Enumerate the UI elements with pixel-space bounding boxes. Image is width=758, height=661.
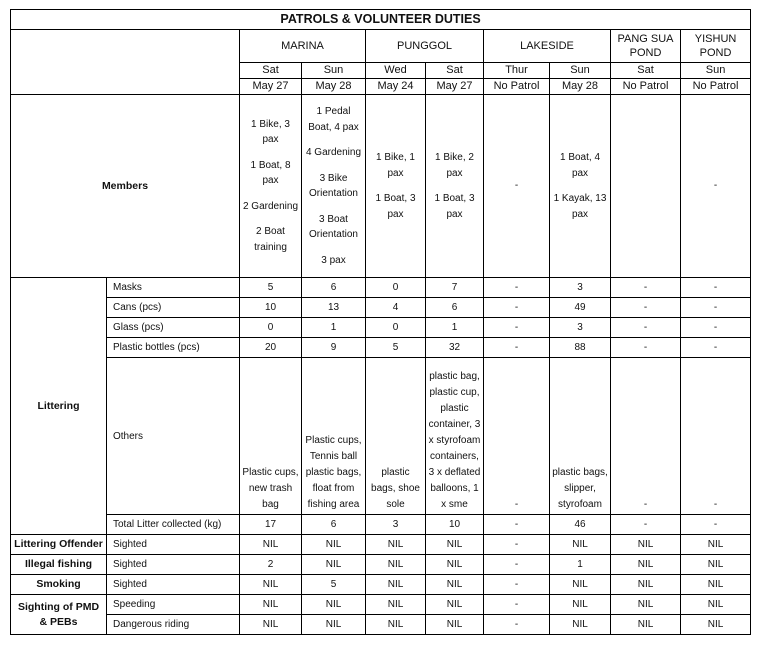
row-label: Total Litter collected (kg) bbox=[107, 515, 240, 535]
members-label: Members bbox=[11, 95, 240, 278]
value-cell: - bbox=[681, 298, 751, 318]
date-cell: May 27 bbox=[240, 79, 302, 95]
members-entry: 1 Bike, 2 pax bbox=[435, 152, 474, 179]
value-cell: 46 bbox=[550, 515, 611, 535]
day-cell: Wed bbox=[366, 63, 426, 79]
value-cell: 1 bbox=[550, 555, 611, 575]
value-cell: NIL bbox=[681, 575, 751, 595]
value-cell: 6 bbox=[426, 298, 484, 318]
day-cell: Sun bbox=[550, 63, 611, 79]
value-cell: NIL bbox=[426, 615, 484, 635]
total-litter-row bbox=[11, 515, 751, 535]
members-entry: 1 Boat, 8 pax bbox=[250, 159, 291, 187]
value-cell: 3 bbox=[366, 515, 426, 535]
value-cell: 4 bbox=[366, 298, 426, 318]
value-cell: 49 bbox=[550, 298, 611, 318]
members-cell bbox=[240, 95, 302, 278]
members-entry: 1 Kayak, 13 pax bbox=[553, 193, 607, 220]
value-cell: NIL bbox=[240, 575, 302, 595]
value-cell: NIL bbox=[302, 555, 366, 575]
value-cell: NIL bbox=[681, 535, 751, 555]
row-label: Masks bbox=[107, 278, 240, 298]
value-cell: 0 bbox=[240, 318, 302, 338]
members-entry: 2 Gardening bbox=[242, 200, 299, 212]
value-cell: - bbox=[484, 535, 550, 555]
value-cell: 13 bbox=[302, 298, 366, 318]
value-cell: - bbox=[484, 595, 550, 615]
members-entry: 3 pax bbox=[321, 254, 346, 266]
value-cell: NIL bbox=[366, 555, 426, 575]
value-cell: 17 bbox=[240, 515, 302, 535]
members-entry: - bbox=[713, 180, 718, 192]
value-cell: NIL bbox=[550, 615, 611, 635]
members-row bbox=[11, 95, 751, 278]
members-entry: 2 Boat training bbox=[254, 226, 287, 253]
patrol-duties-table bbox=[10, 9, 751, 635]
value-cell: - bbox=[484, 615, 550, 635]
value-cell: - bbox=[611, 278, 681, 298]
cans-row bbox=[11, 298, 751, 318]
members-entry: 3 Bike Orientation bbox=[309, 172, 358, 199]
value-cell: - bbox=[484, 358, 550, 515]
value-cell: 3 bbox=[550, 318, 611, 338]
value-cell: - bbox=[484, 318, 550, 338]
members-entry: 1 Boat, 4 pax bbox=[559, 152, 601, 179]
value-cell: 10 bbox=[240, 298, 302, 318]
value-cell: 10 bbox=[426, 515, 484, 535]
value-cell: NIL bbox=[681, 595, 751, 615]
value-cell: 1 bbox=[302, 318, 366, 338]
value-cell: 32 bbox=[426, 338, 484, 358]
pmd-sighting-label: Sighting of PMD & PEBs bbox=[11, 595, 107, 635]
value-cell: - bbox=[611, 318, 681, 338]
value-cell: NIL bbox=[426, 575, 484, 595]
value-cell: Plastic cups, new trash bag bbox=[240, 358, 302, 515]
value-cell: - bbox=[484, 278, 550, 298]
value-cell: NIL bbox=[681, 555, 751, 575]
row-label: Speeding bbox=[107, 595, 240, 615]
row-label: Glass (pcs) bbox=[107, 318, 240, 338]
row-label: Cans (pcs) bbox=[107, 298, 240, 318]
value-cell: 88 bbox=[550, 338, 611, 358]
row-label: Sighted bbox=[107, 535, 240, 555]
day-cell: Sat bbox=[611, 63, 681, 79]
table-title: PATROLS & VOLUNTEER DUTIES bbox=[11, 10, 751, 30]
location-header: YISHUN POND bbox=[681, 30, 751, 63]
value-cell: 6 bbox=[302, 515, 366, 535]
value-cell: NIL bbox=[366, 535, 426, 555]
date-cell: May 28 bbox=[302, 79, 366, 95]
value-cell: plastic bags, shoe sole bbox=[366, 358, 426, 515]
date-cell: No Patrol bbox=[681, 79, 751, 95]
value-cell: NIL bbox=[240, 615, 302, 635]
smoking-label: Smoking bbox=[11, 575, 107, 595]
members-entry: - bbox=[514, 180, 519, 192]
date-cell: May 28 bbox=[550, 79, 611, 95]
speeding-row bbox=[11, 595, 751, 615]
smoking-row bbox=[11, 575, 751, 595]
value-cell: NIL bbox=[611, 575, 681, 595]
members-cell bbox=[366, 95, 426, 278]
masks-row bbox=[11, 278, 751, 298]
day-cell: Sun bbox=[681, 63, 751, 79]
value-cell: NIL bbox=[426, 595, 484, 615]
date-cell: No Patrol bbox=[484, 79, 550, 95]
value-cell: - bbox=[484, 515, 550, 535]
value-cell: - bbox=[484, 555, 550, 575]
value-cell: NIL bbox=[302, 615, 366, 635]
value-cell: NIL bbox=[550, 595, 611, 615]
date-cell: May 24 bbox=[366, 79, 426, 95]
location-header: PANG SUA POND bbox=[611, 30, 681, 63]
value-cell: 20 bbox=[240, 338, 302, 358]
value-cell: NIL bbox=[550, 535, 611, 555]
value-cell: 5 bbox=[366, 338, 426, 358]
members-cell bbox=[550, 95, 611, 278]
value-cell: Plastic cups, Tennis ball plastic bags, float from fishing area bbox=[302, 358, 366, 515]
littering-label: Littering bbox=[11, 278, 107, 535]
day-cell: Thur bbox=[484, 63, 550, 79]
value-cell: 2 bbox=[240, 555, 302, 575]
row-label: Others bbox=[107, 358, 240, 515]
value-cell: plastic bags, slipper, styrofoam bbox=[550, 358, 611, 515]
members-cell bbox=[302, 95, 366, 278]
value-cell: plastic bag, plastic cup, plastic container, 3 x styrofoam containers, 3 x deflated balloons, 1 x sme bbox=[426, 358, 484, 515]
value-cell: NIL bbox=[550, 575, 611, 595]
illegal-fishing-row bbox=[11, 555, 751, 575]
value-cell: - bbox=[611, 515, 681, 535]
day-cell: Sun bbox=[302, 63, 366, 79]
value-cell: 0 bbox=[366, 318, 426, 338]
members-entry: 1 Pedal Boat, 4 pax bbox=[308, 106, 359, 133]
value-cell: NIL bbox=[611, 535, 681, 555]
row-label: Dangerous riding bbox=[107, 615, 240, 635]
day-cell: Sat bbox=[240, 63, 302, 79]
members-entry: 1 Bike, 3 pax bbox=[251, 118, 290, 146]
value-cell: - bbox=[681, 358, 751, 515]
members-entry: 4 Gardening bbox=[305, 147, 362, 158]
value-cell: NIL bbox=[426, 535, 484, 555]
value-cell: 5 bbox=[240, 278, 302, 298]
members-cell bbox=[611, 95, 681, 278]
value-cell: - bbox=[611, 358, 681, 515]
value-cell: 9 bbox=[302, 338, 366, 358]
value-cell: NIL bbox=[302, 535, 366, 555]
members-entry: 1 Boat, 3 pax bbox=[434, 193, 475, 220]
value-cell: 6 bbox=[302, 278, 366, 298]
header-blank-cell bbox=[11, 30, 240, 95]
members-entry: 1 Boat, 3 pax bbox=[375, 193, 416, 220]
value-cell: - bbox=[484, 575, 550, 595]
members-entry: 3 Boat Orientation bbox=[309, 213, 358, 240]
row-label: Plastic bottles (pcs) bbox=[107, 338, 240, 358]
value-cell: NIL bbox=[611, 615, 681, 635]
members-cell bbox=[426, 95, 484, 278]
value-cell: 1 bbox=[426, 318, 484, 338]
value-cell: NIL bbox=[240, 595, 302, 615]
value-cell: - bbox=[681, 318, 751, 338]
value-cell: NIL bbox=[426, 555, 484, 575]
members-entry: 1 Bike, 1 pax bbox=[376, 152, 415, 179]
date-cell: May 27 bbox=[426, 79, 484, 95]
value-cell: NIL bbox=[611, 555, 681, 575]
value-cell: - bbox=[484, 298, 550, 318]
date-cell: No Patrol bbox=[611, 79, 681, 95]
value-cell: NIL bbox=[240, 535, 302, 555]
location-header: PUNGGOL bbox=[366, 30, 484, 63]
value-cell: NIL bbox=[681, 615, 751, 635]
value-cell: - bbox=[681, 278, 751, 298]
day-cell: Sat bbox=[426, 63, 484, 79]
value-cell: 7 bbox=[426, 278, 484, 298]
members-cell bbox=[484, 95, 550, 278]
value-cell: NIL bbox=[366, 595, 426, 615]
value-cell: - bbox=[681, 338, 751, 358]
location-header: LAKESIDE bbox=[484, 30, 611, 63]
members-cell bbox=[681, 95, 751, 278]
others-row bbox=[11, 358, 751, 515]
littering-offender-label: Littering Offender bbox=[11, 535, 107, 555]
littering-offender-row bbox=[11, 535, 751, 555]
dangerous-riding-row bbox=[11, 615, 751, 635]
value-cell: - bbox=[484, 338, 550, 358]
location-header: MARINA bbox=[240, 30, 366, 63]
value-cell: 5 bbox=[302, 575, 366, 595]
glass-row bbox=[11, 318, 751, 338]
value-cell: 0 bbox=[366, 278, 426, 298]
value-cell: 3 bbox=[550, 278, 611, 298]
value-cell: NIL bbox=[611, 595, 681, 615]
value-cell: NIL bbox=[366, 615, 426, 635]
illegal-fishing-label: Illegal fishing bbox=[11, 555, 107, 575]
row-label: Sighted bbox=[107, 555, 240, 575]
value-cell: - bbox=[681, 515, 751, 535]
value-cell: - bbox=[611, 298, 681, 318]
value-cell: NIL bbox=[366, 575, 426, 595]
value-cell: - bbox=[611, 338, 681, 358]
plastic-bottles-row bbox=[11, 338, 751, 358]
value-cell: NIL bbox=[302, 595, 366, 615]
row-label: Sighted bbox=[107, 575, 240, 595]
